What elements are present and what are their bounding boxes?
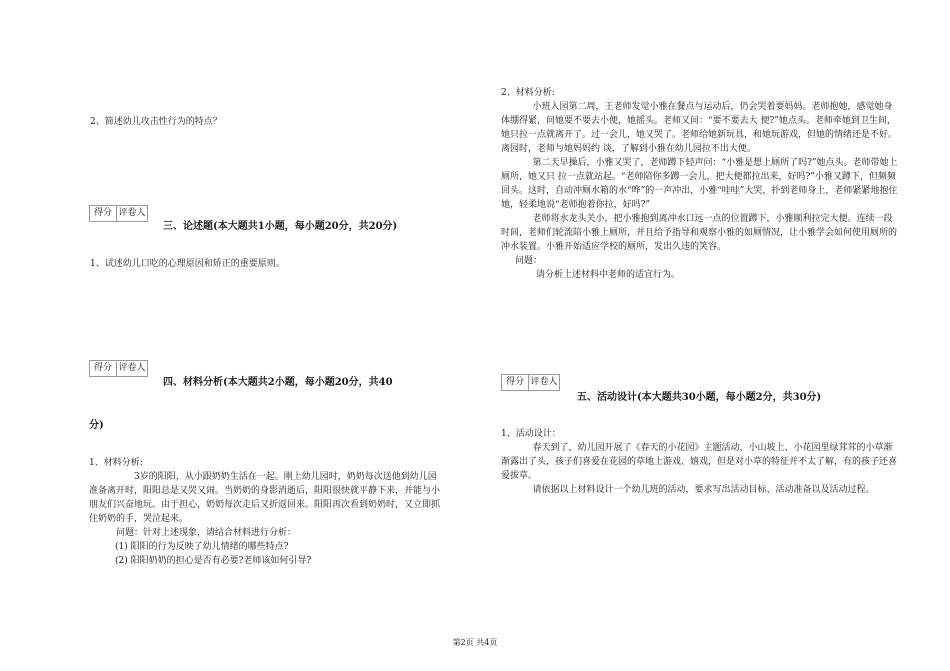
material-1: [89, 456, 445, 568]
score-box: [89, 205, 148, 222]
section-3-title: 三、论述题(本大题共1小题，每小题20分，共20分): [163, 221, 398, 232]
activity-1-label: 1、活动设计：: [501, 429, 561, 439]
grader-label: 评卷人: [116, 361, 147, 376]
material-2-para-3: 老师将水龙头关小，把小雅抱到离冲水口远一点的位置蹲下，小雅顺利拉完大便。连续一段时间，老师们轮流陪小雅上厕所，并且给予指导和观察小雅的如厕情况，让小雅学会如何使用厕所的冲水装置。小雅开始适应学校的厕所，发出久违的笑容。: [501, 214, 898, 252]
activity-1-para-1: 春天到了，幼儿园开展了《春天的小花园》主题活动，小山坡上、小花园里绿茸茸的小草渐渐露出了头，孩子们喜爱在花园的草地上游戏、嬉戏，但是对小草的特征并不太了解，有的孩子还喜爱拔草。: [501, 443, 898, 481]
grader-label: 评卷人: [528, 375, 559, 390]
activity-1-para-2: 请依据以上材料设计一个幼儿班的活动，要求写出活动目标、活动准备以及活动过程。: [532, 485, 875, 495]
score-label: 得分: [505, 377, 524, 387]
material-2-para-2: 第二天早操后，小雅又哭了，老师蹲下轻声问：“小雅是想上厕所了吗?”她点头。老师带她上厕所，她又只 拉一点就站起。“老师陪你多蹲一会儿，把大便都拉出来，好吗?”小雅又蹲下，但频频回头。这时，自动冲厕水箱的水“哗”的一声冲出，小雅“哇哇”大哭，扑到老师身上，老师紧紧地抱住她，轻柔地说“老师抱着你拉，好吗?”: [501, 158, 898, 210]
score-label: 得分: [93, 363, 112, 373]
material-2-question: 问题：: [515, 256, 543, 266]
material-2-para-1: 小班入园第二周，王老师发觉小雅在餐点与运动后，仍会哭着要妈妈。老师抱她，感觉她身体绷得紧，问她要不要去小便，她摇头。老师又问：“要不要去大 便?”她点头。老师牵她到卫生间，她只拉一点就离开了。过一会儿，她又哭了。老师给她新玩具，和她玩游戏，但她的情绪还是不好。离园时，老师与她妈妈约 谈，了解到小雅在幼儿园拉不出大便。: [501, 102, 898, 154]
score-box: [89, 360, 148, 377]
page-footer: 第2页 共4页: [452, 638, 498, 647]
material-1-sub-1: (1) 阳阳的行为反映了幼儿情绪的哪些特点?: [115, 542, 289, 552]
material-1-question: 问题：针对上述现象，请结合材料进行分析：: [116, 528, 297, 538]
material-2: [501, 86, 899, 282]
section-3-question-1: 1、试述幼儿口吃的心理原因和矫正的重要原则。: [90, 259, 285, 269]
material-2-label: 2、材料分析:: [501, 88, 555, 98]
material-1-sub-2: (2) 阳阳奶奶的担心是否有必要?老师该如何引导?: [115, 556, 312, 566]
section-4-title: 四、材料分析(本大题共2小题，每小题20分，共40: [163, 377, 393, 388]
material-2-task: 请分析上述材料中老师的适宜行为。: [536, 270, 681, 280]
section-4-title-cont: 分): [89, 420, 104, 431]
question-2: 2、简述幼儿攻击性行为的特点？: [90, 117, 222, 127]
section-5-title: 五、活动设计(本大题共30小题，每小题2分，共30分): [577, 392, 822, 403]
material-1-label: 1、材料分析:: [89, 458, 143, 468]
score-box: [501, 374, 560, 391]
activity-1: [501, 427, 899, 497]
score-label: 得分: [93, 208, 112, 218]
grader-label: 评卷人: [116, 206, 147, 221]
material-1-text: 3岁的阳阳，从小跟奶奶生活在一起。刚上幼儿园时，奶奶每次送他到幼儿园准备离开时，阳阳总是又哭又闹。当奶奶的身影消逝后，阳阳很快就平静下来，并能与小朋友们兴奋地玩。由于担心，奶奶每次走后又折返回来。阳阳再次看到奶奶时，又立即抓住奶奶的手，哭泣起来。: [89, 472, 441, 524]
